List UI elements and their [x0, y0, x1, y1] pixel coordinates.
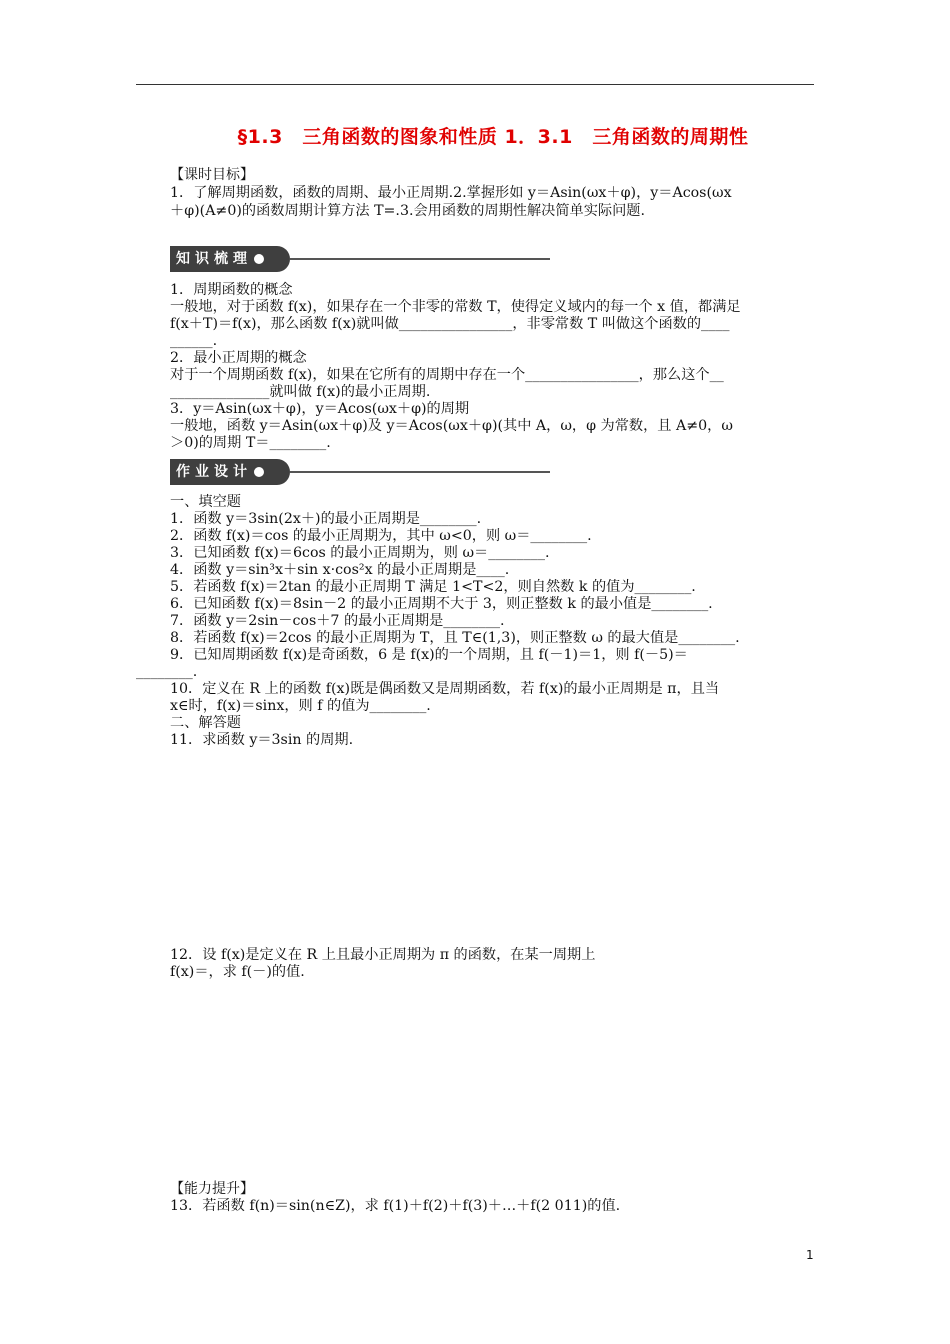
question-line: 8．若函数 f(x)＝2cos 的最小正周期为 T，且 T∈(1,3)，则正整数 ω 的最大值是________.	[170, 630, 740, 646]
section-banner-knowledge: 知识梳理	[170, 246, 290, 272]
page-title: §1.3 三角函数的图象和性质 1．3.1 三角函数的周期性	[237, 126, 749, 148]
banner-rule	[290, 258, 550, 260]
text-line: 3．y＝Asin(ωx＋φ)，y＝Acos(ωx＋φ)的周期	[170, 401, 470, 417]
text-line: 一、填空题	[170, 494, 241, 510]
question-line: f(x)＝，求 f(－)的值.	[170, 964, 305, 980]
section-banner-homework: 作业设计	[170, 459, 290, 485]
top-rule	[136, 84, 814, 85]
goals-line: ＋φ)(A≠0)的函数周期计算方法 T=.3.会用函数的周期性解决简单实际问题.	[170, 203, 645, 219]
question-line: 4．函数 y＝sin³x＋sin x·cos²x 的最小正周期是____.	[170, 562, 510, 578]
question-line: 3．已知函数 f(x)＝6cos 的最小正周期为，则 ω＝________.	[170, 545, 550, 561]
goals-line: 1．了解周期函数，函数的周期、最小正周期.2.掌握形如 y＝Asin(ωx＋φ)，y＝Acos(ωx	[170, 185, 732, 201]
question-line: 7．函数 y＝2sin－cos＋7 的最小正周期是________.	[170, 613, 505, 629]
text-line: ＞0)的周期 T＝________.	[170, 435, 331, 451]
question-line: 5．若函数 f(x)＝2tan 的最小正周期 T 满足 1<T<2，则自然数 k 的值为________.	[170, 579, 696, 595]
banner-rule	[290, 471, 550, 473]
answer-blank: ________.	[136, 664, 198, 680]
text-line: ______.	[170, 333, 218, 349]
text-line: f(x＋T)＝f(x)，那么函数 f(x)就叫做________________，非零常数 T 叫做这个函数的____	[170, 316, 730, 332]
text-line: 一般地，对于函数 f(x)，如果存在一个非零的常数 T，使得定义域内的每一个 x 值，都满足	[170, 299, 741, 315]
question-line: 6．已知函数 f(x)＝8sin－2 的最小正周期不大于 3，则正整数 k 的最小值是________.	[170, 596, 713, 612]
question-line: 11．求函数 y＝3sin 的周期.	[170, 732, 354, 748]
text-line: ______________就叫做 f(x)的最小正周期.	[170, 384, 431, 400]
text-line: 2．最小正周期的概念	[170, 350, 307, 366]
question-line: x∈时，f(x)＝sinx，则 f 的值为________.	[170, 698, 431, 714]
question-line: 10．定义在 R 上的函数 f(x)既是偶函数又是周期函数，若 f(x)的最小正周期是 π，且当	[170, 681, 720, 697]
text-line: 一般地，函数 y＝Asin(ωx＋φ)及 y＝Acos(ωx＋φ)(其中 A，ω，φ 为常数，且 A≠0，ω	[170, 418, 733, 434]
text-line: 二、解答题	[170, 715, 241, 731]
text-line: 1．周期函数的概念	[170, 282, 293, 298]
goals-heading: 【课时目标】	[170, 167, 254, 183]
question-line: 12．设 f(x)是定义在 R 上且最小正周期为 π 的函数，在某一周期上	[170, 947, 596, 963]
text-line: 对于一个周期函数 f(x)，如果在它所有的周期中存在一个________________，那么这个__	[170, 367, 724, 383]
question-line: 13．若函数 f(n)＝sin(n∈Z)，求 f(1)＋f(2)＋f(3)＋…＋f(2 011)的值.	[170, 1198, 621, 1214]
dot-icon	[254, 254, 264, 264]
question-line: 1．函数 y＝3sin(2x＋)的最小正周期是________.	[170, 511, 482, 527]
question-line: 9．已知周期函数 f(x)是奇函数，6 是 f(x)的一个周期，且 f(－1)＝1，则 f(－5)＝	[170, 647, 688, 663]
ability-heading: 【能力提升】	[170, 1181, 254, 1197]
question-line: 2．函数 f(x)＝cos 的最小正周期为，其中 ω<0，则 ω＝________.	[170, 528, 592, 544]
dot-icon	[254, 467, 264, 477]
page-number: 1	[806, 1248, 814, 1262]
